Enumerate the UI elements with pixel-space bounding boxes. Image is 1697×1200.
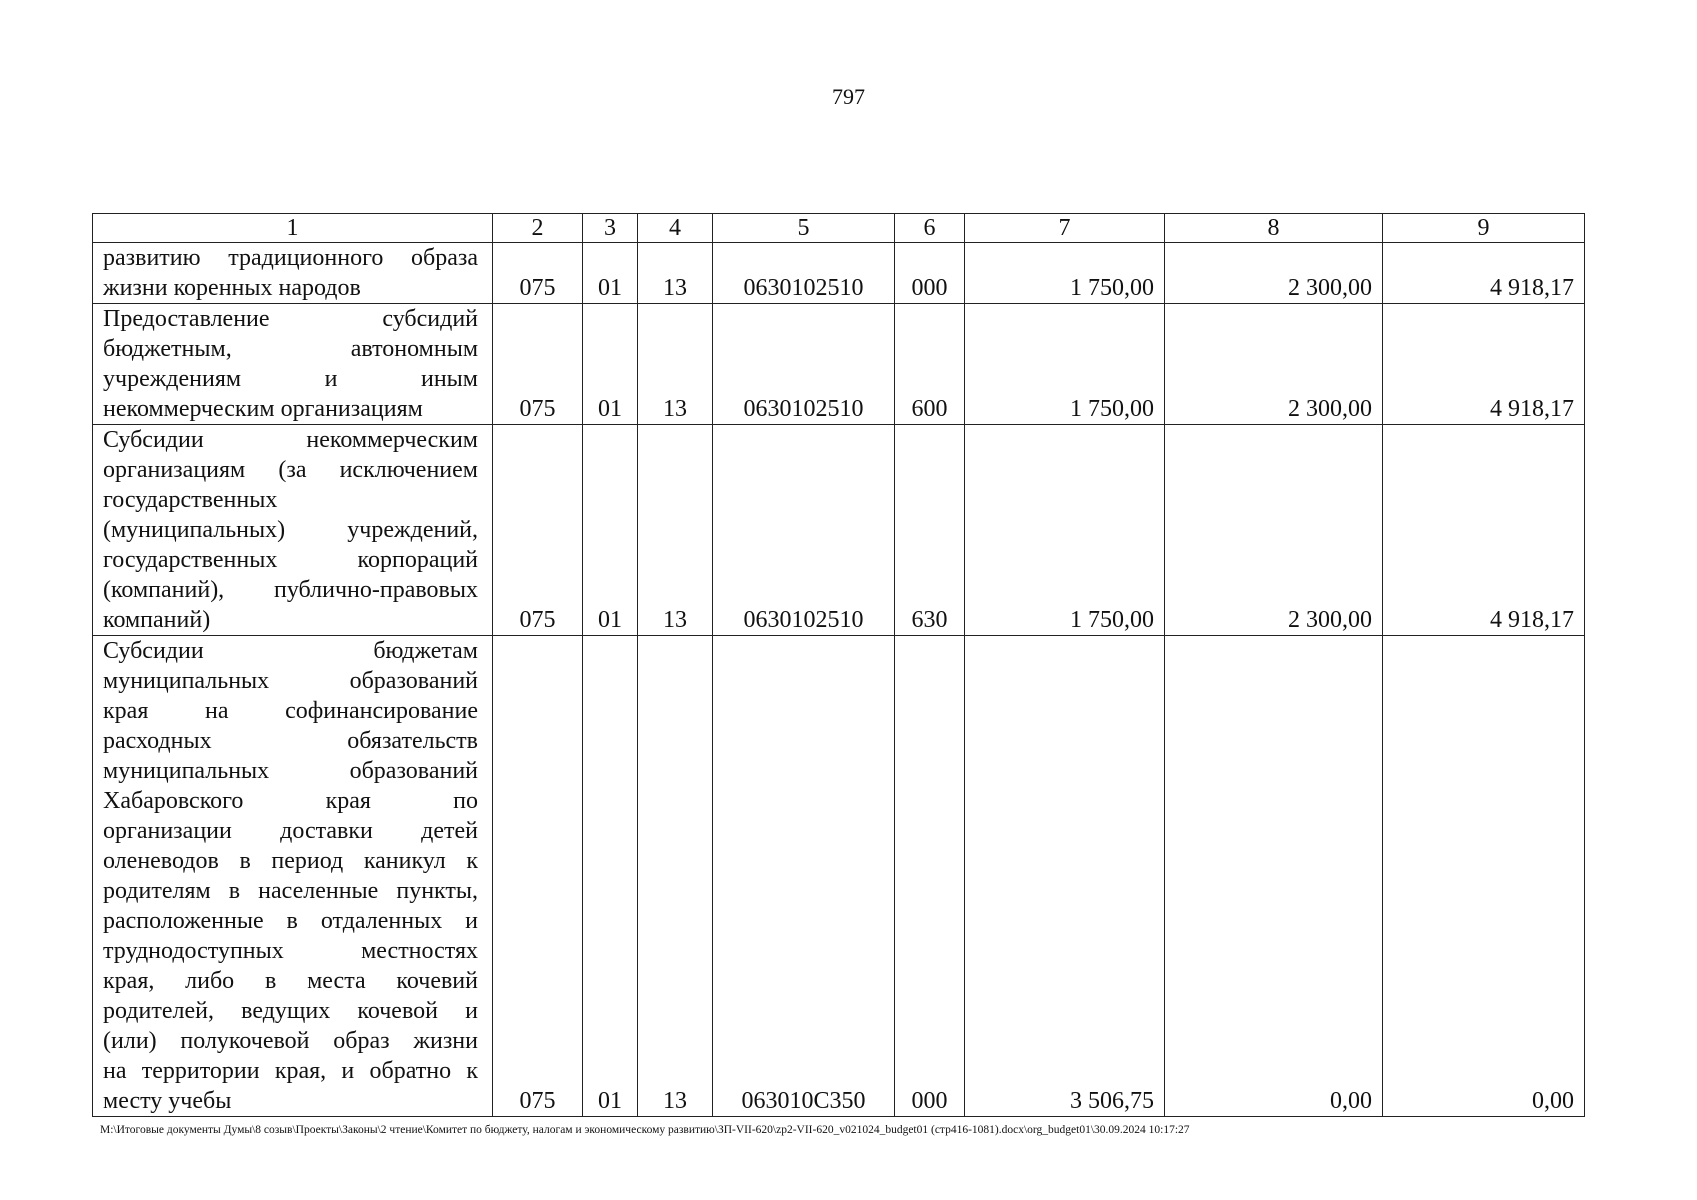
table-row (93, 243, 1585, 304)
target-article-code: 0630102510 (713, 243, 895, 304)
description-line: оленеводов в период каникул к (103, 848, 478, 874)
section-code: 01 (583, 425, 638, 636)
column-header: 5 (713, 214, 895, 243)
ministry-code: 075 (493, 425, 583, 636)
column-number-row (93, 214, 1585, 243)
description-line: расходных обязательств (103, 728, 478, 754)
description-line: государственных корпораций (103, 547, 478, 573)
section-code: 01 (583, 636, 638, 1117)
description-line: родителям в населенные пункты, (103, 878, 478, 904)
target-article-code: 063010С350 (713, 636, 895, 1117)
description-line: учреждениям и иным (103, 366, 478, 392)
table-row (93, 636, 1585, 1117)
description-line: муниципальных образований (103, 758, 478, 784)
description-line: муниципальных образований (103, 668, 478, 694)
description-line: (или) полукочевой образ жизни (103, 1028, 478, 1054)
document-file-path: M:\Итоговые документы Думы\8 созыв\Проекты\Законы\2 чтение\Комитет по бюджету, налогам и экономическому развитию\ЗП-VII-620\zp2-VII-620_v021024_budget01 (стр416-1081).docx\org_budget01\30.09.2024 10:17:27 (100, 1124, 1190, 1136)
description-line: края на софинансирование (103, 698, 478, 724)
description-line: организации доставки детей (103, 818, 478, 844)
description-line: (муниципальных) учреждений, (103, 517, 478, 543)
column-header: 6 (895, 214, 965, 243)
description-line: родителей, ведущих кочевой и (103, 998, 478, 1024)
description-line: жизни коренных народов (103, 275, 361, 301)
amount-year-2: 2 300,00 (1165, 243, 1383, 304)
target-article-code: 0630102510 (713, 304, 895, 425)
section-code: 01 (583, 243, 638, 304)
ministry-code: 075 (493, 636, 583, 1117)
expense-type-code: 000 (895, 636, 965, 1117)
expense-description (93, 425, 493, 636)
description-line: Хабаровского края по (103, 788, 478, 814)
amount-year-3: 4 918,17 (1383, 243, 1585, 304)
amount-year-2: 0,00 (1165, 636, 1383, 1117)
description-line: бюджетным, автономным (103, 336, 478, 362)
table-row (93, 304, 1585, 425)
description-line: некоммерческим организациям (103, 396, 423, 422)
amount-year-3: 0,00 (1383, 636, 1585, 1117)
description-line: Субсидии некоммерческим (103, 427, 478, 453)
page-number: 797 (832, 84, 865, 109)
ministry-code: 075 (493, 243, 583, 304)
column-header: 8 (1165, 214, 1383, 243)
description-line: труднодоступных местностях (103, 938, 478, 964)
amount-year-3: 4 918,17 (1383, 425, 1585, 636)
column-header: 9 (1383, 214, 1585, 243)
amount-year-2: 2 300,00 (1165, 304, 1383, 425)
description-line: края, либо в места кочевий (103, 968, 478, 994)
amount-year-1: 3 506,75 (965, 636, 1165, 1117)
ministry-code: 075 (493, 304, 583, 425)
amount-year-2: 2 300,00 (1165, 425, 1383, 636)
description-line: Субсидии бюджетам (103, 638, 478, 664)
budget-table (92, 213, 1585, 1117)
expense-type-code: 000 (895, 243, 965, 304)
description-line: государственных (103, 487, 278, 513)
subsection-code: 13 (638, 243, 713, 304)
expense-description (93, 243, 493, 304)
section-code: 01 (583, 304, 638, 425)
description-line: (компаний), публично-правовых (103, 577, 478, 603)
column-header: 4 (638, 214, 713, 243)
amount-year-1: 1 750,00 (965, 304, 1165, 425)
expense-description (93, 304, 493, 425)
description-line: месту учебы (103, 1088, 232, 1114)
description-line: организациям (за исключением (103, 457, 478, 483)
subsection-code: 13 (638, 636, 713, 1117)
amount-year-1: 1 750,00 (965, 425, 1165, 636)
subsection-code: 13 (638, 304, 713, 425)
amount-year-1: 1 750,00 (965, 243, 1165, 304)
column-header: 2 (493, 214, 583, 243)
expense-type-code: 630 (895, 425, 965, 636)
amount-year-3: 4 918,17 (1383, 304, 1585, 425)
description-line: Предоставление субсидий (103, 306, 478, 332)
table-row (93, 425, 1585, 636)
column-header: 7 (965, 214, 1165, 243)
subsection-code: 13 (638, 425, 713, 636)
target-article-code: 0630102510 (713, 425, 895, 636)
description-line: компаний) (103, 607, 211, 633)
column-header: 1 (93, 214, 493, 243)
description-line: развитию традиционного образа (103, 245, 478, 271)
expense-type-code: 600 (895, 304, 965, 425)
column-header: 3 (583, 214, 638, 243)
description-line: на территории края, и обратно к (103, 1058, 478, 1084)
expense-description (93, 636, 493, 1117)
description-line: расположенные в отдаленных и (103, 908, 478, 934)
